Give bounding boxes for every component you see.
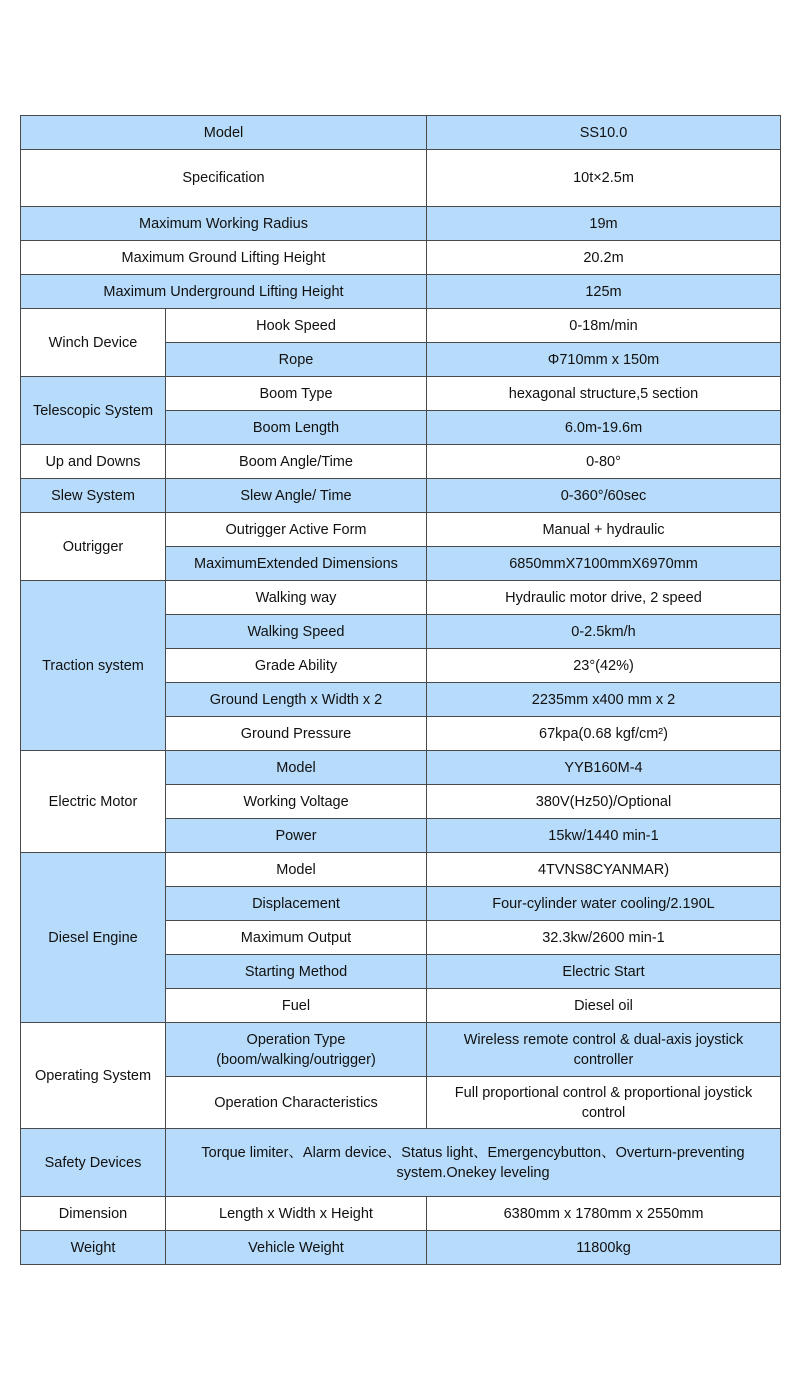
- operation-characteristics-label: Operation Characteristics: [166, 1077, 427, 1129]
- boom-length-value: 6.0m-19.6m: [427, 411, 781, 445]
- boom-angle-value: 0-80°: [427, 445, 781, 479]
- table-row: [21, 150, 781, 207]
- hook-speed-label: Hook Speed: [166, 309, 427, 343]
- table-row: [21, 309, 781, 343]
- operating-group: Operating System: [21, 1023, 166, 1129]
- boom-angle-label: Boom Angle/Time: [166, 445, 427, 479]
- dimension-group: Dimension: [21, 1197, 166, 1231]
- walking-speed-value: 0-2.5km/h: [427, 615, 781, 649]
- max-ground-lifting-value: 20.2m: [427, 241, 781, 275]
- max-underground-lifting-label: Maximum Underground Lifting Height: [21, 275, 427, 309]
- specification-value: 10t×2.5m: [427, 150, 781, 207]
- max-ground-lifting-label: Maximum Ground Lifting Height: [21, 241, 427, 275]
- slew-group: Slew System: [21, 479, 166, 513]
- rope-label: Rope: [166, 343, 427, 377]
- table-row: [21, 275, 781, 309]
- table-row: [21, 581, 781, 615]
- weight-group: Weight: [21, 1231, 166, 1265]
- dimension-value: 6380mm x 1780mm x 2550mm: [427, 1197, 781, 1231]
- walking-way-value: Hydraulic motor drive, 2 speed: [427, 581, 781, 615]
- motor-model-label: Model: [166, 751, 427, 785]
- specification-label: Specification: [21, 150, 427, 207]
- specification-table: [20, 115, 781, 1265]
- table-row: [21, 207, 781, 241]
- boom-length-label: Boom Length: [166, 411, 427, 445]
- extended-dimensions-label: MaximumExtended Dimensions: [166, 547, 427, 581]
- table-row: [21, 513, 781, 547]
- displacement-value: Four-cylinder water cooling/2.190L: [427, 887, 781, 921]
- traction-group: Traction system: [21, 581, 166, 751]
- safety-value: Torque limiter、Alarm device、Status light、Emergencybutton、Overturn-preventing system.Onekey leveling: [166, 1129, 781, 1197]
- operation-characteristics-value: Full proportional control & proportional joystick control: [427, 1077, 781, 1129]
- diesel-engine-group: Diesel Engine: [21, 853, 166, 1023]
- starting-method-label: Starting Method: [166, 955, 427, 989]
- table-row: [21, 1231, 781, 1265]
- table-row: [21, 1197, 781, 1231]
- table-row: [21, 241, 781, 275]
- working-voltage-label: Working Voltage: [166, 785, 427, 819]
- power-value: 15kw/1440 min-1: [427, 819, 781, 853]
- outrigger-group: Outrigger: [21, 513, 166, 581]
- boom-type-value: hexagonal structure,5 section: [427, 377, 781, 411]
- weight-label: Vehicle Weight: [166, 1231, 427, 1265]
- ground-pressure-value: 67kpa(0.68 kgf/cm²): [427, 717, 781, 751]
- engine-model-label: Model: [166, 853, 427, 887]
- grade-ability-label: Grade Ability: [166, 649, 427, 683]
- power-label: Power: [166, 819, 427, 853]
- displacement-label: Displacement: [166, 887, 427, 921]
- model-label: Model: [21, 116, 427, 150]
- table-row: [21, 1129, 781, 1197]
- safety-group: Safety Devices: [21, 1129, 166, 1197]
- starting-method-value: Electric Start: [427, 955, 781, 989]
- max-output-value: 32.3kw/2600 min-1: [427, 921, 781, 955]
- table-row: [21, 853, 781, 887]
- walking-speed-label: Walking Speed: [166, 615, 427, 649]
- table-row: [21, 445, 781, 479]
- slew-angle-label: Slew Angle/ Time: [166, 479, 427, 513]
- dimension-label: Length x Width x Height: [166, 1197, 427, 1231]
- ground-length-value: 2235mm x400 mm x 2: [427, 683, 781, 717]
- working-voltage-value: 380V(Hz50)/Optional: [427, 785, 781, 819]
- ground-length-label: Ground Length x Width x 2: [166, 683, 427, 717]
- walking-way-label: Walking way: [166, 581, 427, 615]
- fuel-value: Diesel oil: [427, 989, 781, 1023]
- table-row: [21, 479, 781, 513]
- table-row: [21, 377, 781, 411]
- table-row: [21, 1023, 781, 1077]
- operation-type-label: Operation Type (boom/walking/outrigger): [166, 1023, 427, 1077]
- extended-dimensions-value: 6850mmX7100mmX6970mm: [427, 547, 781, 581]
- max-underground-lifting-value: 125m: [427, 275, 781, 309]
- weight-value: 11800kg: [427, 1231, 781, 1265]
- operation-type-value: Wireless remote control & dual-axis joystick controller: [427, 1023, 781, 1077]
- max-output-label: Maximum Output: [166, 921, 427, 955]
- telescopic-group: Telescopic System: [21, 377, 166, 445]
- motor-model-value: YYB160M-4: [427, 751, 781, 785]
- boom-type-label: Boom Type: [166, 377, 427, 411]
- fuel-label: Fuel: [166, 989, 427, 1023]
- rope-value: Φ710mm x 150m: [427, 343, 781, 377]
- up-down-group: Up and Downs: [21, 445, 166, 479]
- electric-motor-group: Electric Motor: [21, 751, 166, 853]
- model-value: SS10.0: [427, 116, 781, 150]
- max-working-radius-label: Maximum Working Radius: [21, 207, 427, 241]
- engine-model-value: 4TVNS8CYANMAR): [427, 853, 781, 887]
- table-row: [21, 116, 781, 150]
- table-row: [21, 751, 781, 785]
- winch-group: Winch Device: [21, 309, 166, 377]
- outrigger-active-form-value: Manual + hydraulic: [427, 513, 781, 547]
- grade-ability-value: 23°(42%): [427, 649, 781, 683]
- ground-pressure-label: Ground Pressure: [166, 717, 427, 751]
- slew-angle-value: 0-360°/60sec: [427, 479, 781, 513]
- outrigger-active-form-label: Outrigger Active Form: [166, 513, 427, 547]
- hook-speed-value: 0-18m/min: [427, 309, 781, 343]
- max-working-radius-value: 19m: [427, 207, 781, 241]
